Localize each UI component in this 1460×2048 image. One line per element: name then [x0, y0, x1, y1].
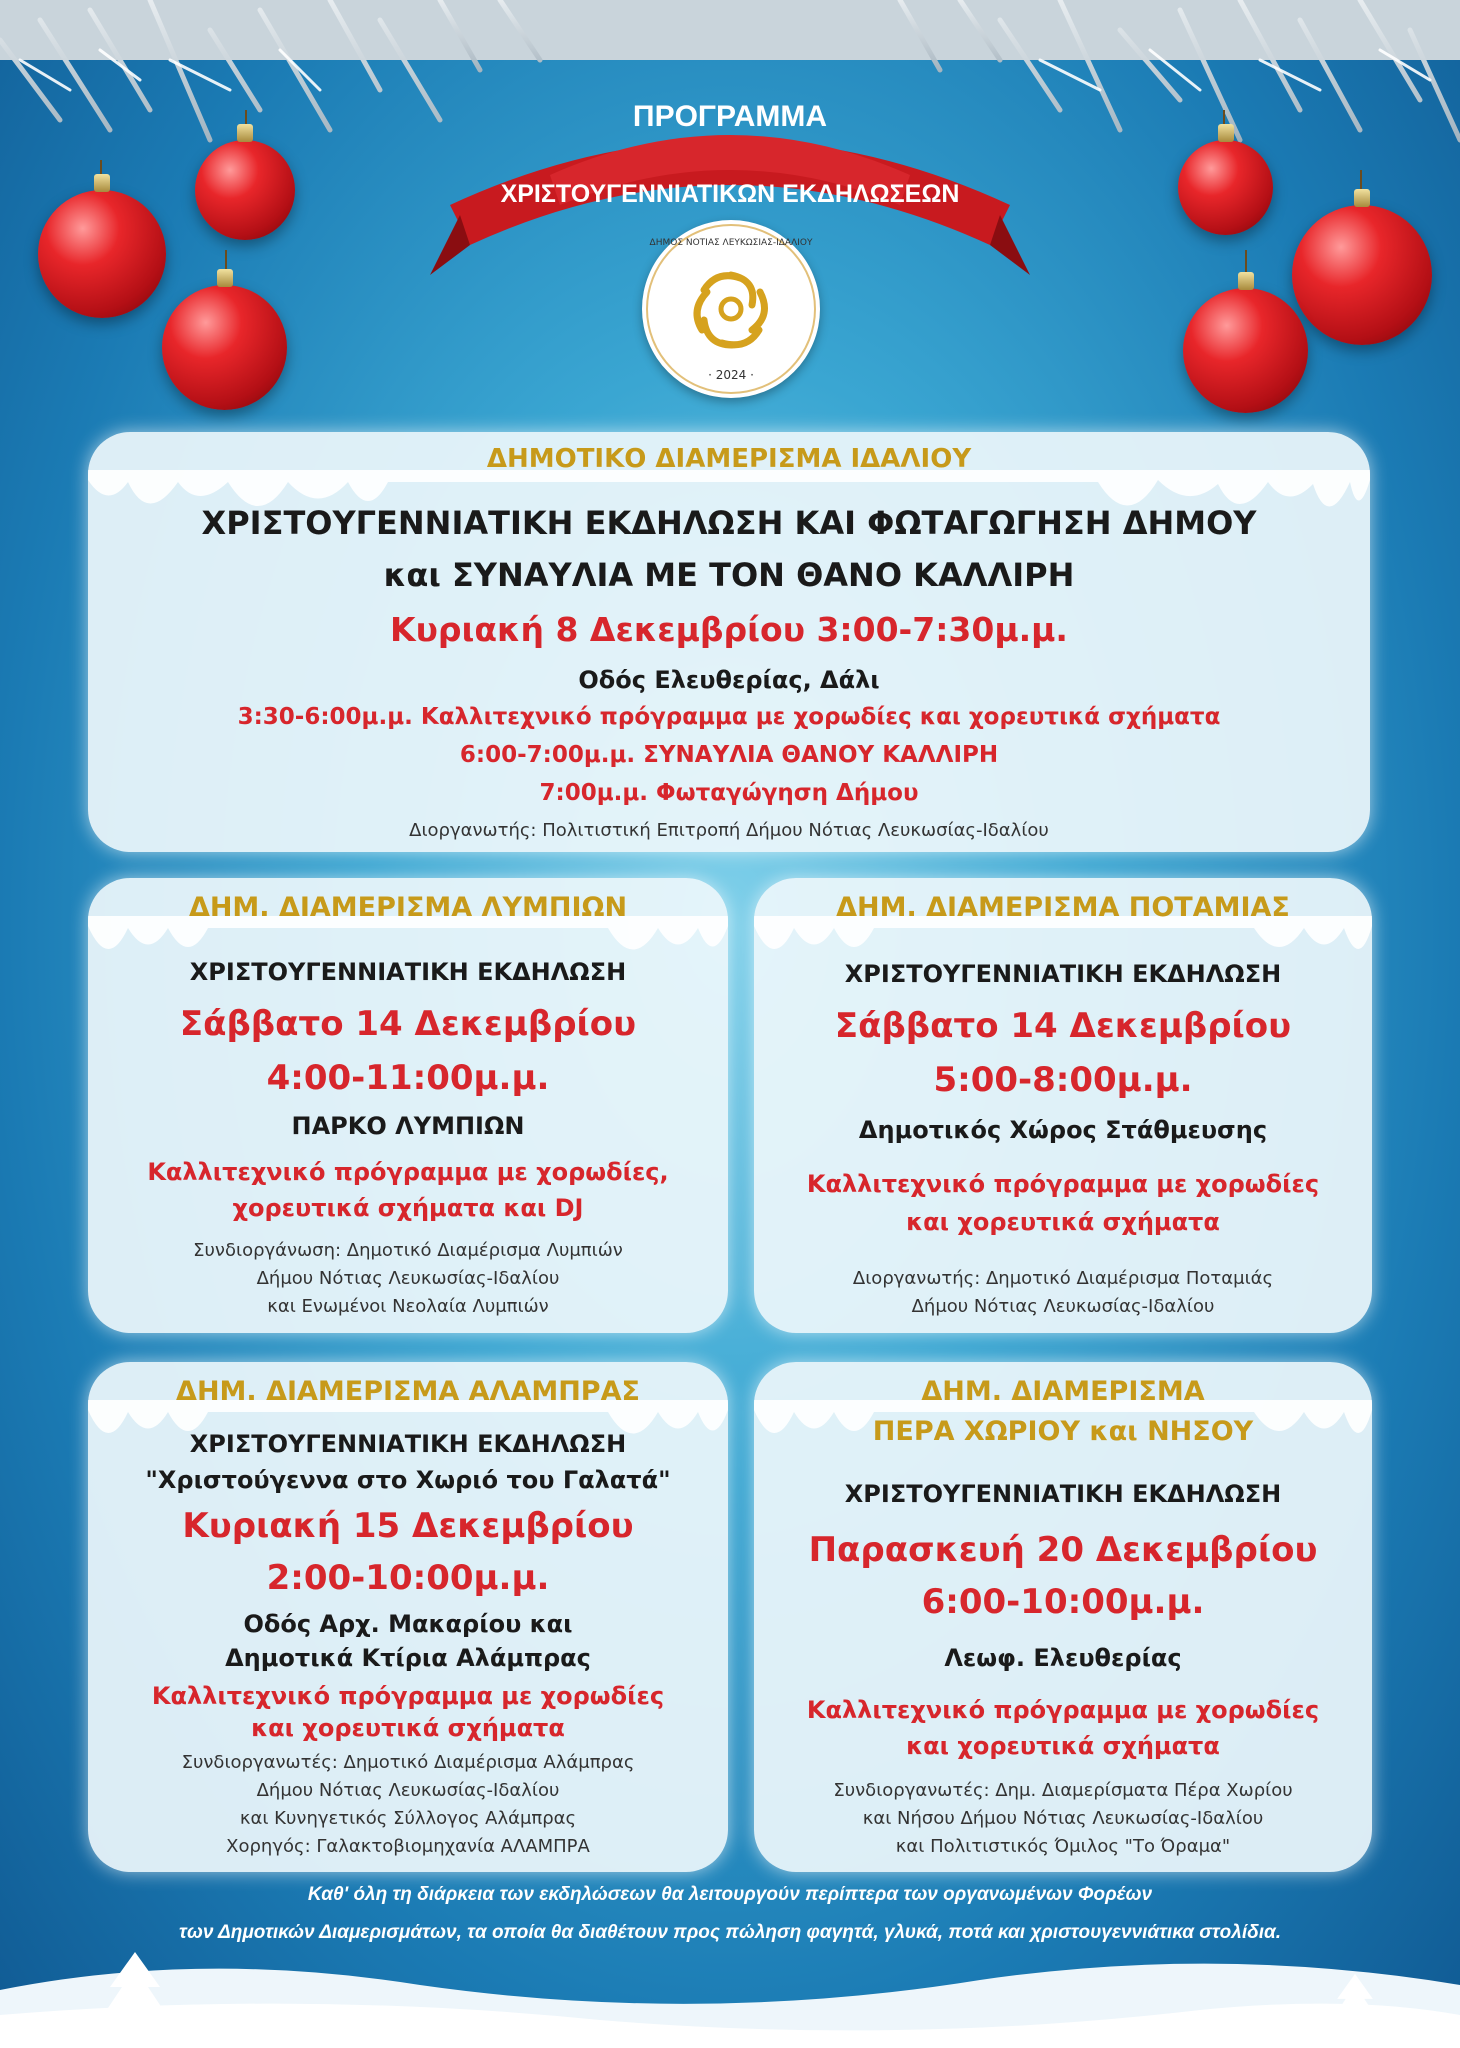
district-title: ΔΗΜ. ΔΙΑΜΕΡΙΣΜΑ ΛΥΜΠΙΩΝ [188, 892, 628, 923]
event-date: Σάββατο 14 Δεκεμβρίου [179, 1004, 637, 1044]
district-title: ΔΗΜ. ΔΙΑΜΕΡΙΣΜΑ [921, 1376, 1205, 1407]
event-organizer-2: και Νήσου Δήμου Νότιας Λευκωσίας-Ιδαλίου [862, 1808, 1264, 1829]
event-location: Δημοτικός Χώρος Στάθμευσης [858, 1116, 1268, 1144]
event-organizer-2: Δήμου Νότιας Λευκωσίας-Ιδαλίου [256, 1780, 560, 1801]
ornament-red-3 [162, 285, 287, 410]
card-potamia [754, 878, 1372, 1333]
event-program-1: Καλλιτεχνικό πρόγραμμα με χορωδίες, [147, 1158, 669, 1186]
event-organizer-3: και Κυνηγετικός Σύλλογος Αλάμπρας [239, 1808, 577, 1829]
event-location-2: Δημοτικά Κτίρια Αλάμπρας [225, 1644, 591, 1672]
ornament-red-1 [38, 190, 166, 318]
ornament-red-4 [1178, 140, 1273, 235]
event-program-1: Καλλιτεχνικό πρόγραμμα με χορωδίες [806, 1696, 1320, 1724]
event-time: 6:00-10:00μ.μ. [921, 1582, 1205, 1622]
district-title-2: ΠΕΡΑ ΧΩΡΙΟΥ και ΝΗΣΟΥ [872, 1416, 1254, 1447]
event-organizer-3: και Πολιτιστικός Όμιλος "Το Όραμα" [895, 1836, 1231, 1857]
event-time: 4:00-11:00μ.μ. [266, 1058, 550, 1098]
event-title: ΧΡΙΣΤΟΥΓΕΝΝΙΑΤΙΚΗ ΕΚΔΗΛΩΣΗ [189, 1430, 627, 1458]
district-title: ΔΗΜΟΤΙΚΟ ΔΙΑΜΕΡΙΣΜΑ ΙΔΑΛΙΟΥ [486, 444, 972, 474]
card-alampra [88, 1362, 728, 1872]
logo-year: · 2024 · [708, 368, 754, 382]
event-program-3: 7:00μ.μ. Φωταγώγηση Δήμου [539, 780, 919, 806]
municipality-logo [642, 220, 820, 398]
ornament-red-5 [1292, 205, 1432, 345]
event-title: ΧΡΙΣΤΟΥΓΕΝΝΙΑΤΙΚΗ ΕΚΔΗΛΩΣΗ [844, 1480, 1282, 1508]
logo-text: ΔΗΜΟΣ ΝΟΤΙΑΣ ΛΕΥΚΩΣΙΑΣ-ΙΔΑΛΙΟΥ [649, 238, 813, 248]
district-title: ΔΗΜ. ΔΙΑΜΕΡΙΣΜΑ ΠΟΤΑΜΙΑΣ [836, 892, 1290, 923]
event-organizer-2: Δήμου Νότιας Λευκωσίας-Ιδαλίου [256, 1268, 560, 1289]
event-date: Κυριακή 15 Δεκεμβρίου [182, 1506, 634, 1546]
event-program-2: και χορευτικά σχήματα [906, 1208, 1220, 1236]
event-time: 2:00-10:00μ.μ. [266, 1558, 550, 1598]
event-program-2: και χορευτικά σχήματα [906, 1732, 1220, 1760]
event-program-2: 6:00-7:00μ.μ. ΣΥΝΑΥΛΙΑ ΘΑΝΟΥ ΚΑΛΛΙΡΗ [459, 742, 999, 768]
event-location: Οδός Ελευθερίας, Δάλι [578, 666, 880, 694]
event-program-1: Καλλιτεχνικό πρόγραμμα με χορωδίες [151, 1682, 665, 1710]
ribbon-subtitle: ΧΡΙΣΤΟΥΓΕΝΝΙΑΤΙΚΩΝ ΕΚΔΗΛΩΣΕΩΝ [500, 180, 960, 208]
snow-tree-icon [100, 1952, 170, 2042]
event-time: 5:00-8:00μ.μ. [933, 1060, 1193, 1100]
event-organizer: Διοργανωτής: Πολιτιστική Επιτροπή Δήμου Νότιας Λευκωσίας-Ιδαλίου [409, 820, 1049, 841]
event-title: ΧΡΙΣΤΟΥΓΕΝΝΙΑΤΙΚΗ ΕΚΔΗΛΩΣΗ [844, 960, 1282, 988]
event-organizer-1: Συνδιοργάνωση: Δημοτικό Διαμέρισμα Λυμπιών [193, 1240, 623, 1261]
card-idalion [88, 432, 1370, 852]
event-organizer-3: και Ενωμένοι Νεολαία Λυμπιών [267, 1296, 549, 1317]
event-organizer-1: Συνδιοργανωτές: Δημ. Διαμερίσματα Πέρα Χωρίου [833, 1780, 1293, 1801]
footer-note-1: Καθ' όλη τη διάρκεια των εκδηλώσεων θα λειτουργούν περίπτερα των οργανωμένων Φορέων [307, 1884, 1153, 1905]
event-title: ΧΡΙΣΤΟΥΓΕΝΝΙΑΤΙΚΗ ΕΚΔΗΛΩΣΗ [189, 958, 627, 986]
event-sponsor: Χορηγός: Γαλακτοβιομηχανία ΑΛΑΜΠΡΑ [226, 1836, 590, 1857]
event-date: Παρασκευή 20 Δεκεμβρίου [808, 1530, 1318, 1570]
ornament-red-6 [1183, 288, 1308, 413]
event-subtitle: "Χριστούγεννα στο Χωριό του Γαλατά" [145, 1466, 671, 1494]
snow-ground-decoration [0, 1930, 1460, 2048]
ornament-red-2 [195, 140, 295, 240]
event-location: ΠΑΡΚΟ ΛΥΜΠΙΩΝ [291, 1112, 525, 1140]
event-program-2: και χορευτικά σχήματα [251, 1714, 565, 1742]
event-date: Κυριακή 8 Δεκεμβρίου 3:00-7:30μ.μ. [390, 610, 1068, 649]
card-lympia [88, 878, 728, 1333]
event-date: Σάββατο 14 Δεκεμβρίου [834, 1006, 1292, 1046]
event-organizer-1: Συνδιοργανωτές: Δημοτικό Διαμέρισμα Αλάμπρας [181, 1752, 635, 1773]
card-pera-nisou [754, 1362, 1372, 1872]
event-program-1: Καλλιτεχνικό πρόγραμμα με χορωδίες [806, 1170, 1320, 1198]
event-organizer-2: Δήμου Νότιας Λευκωσίας-Ιδαλίου [911, 1296, 1215, 1317]
event-program-2: χορευτικά σχήματα και DJ [232, 1194, 584, 1222]
event-title-concert: και ΣΥΝΑΥΛΙΑ ΜΕ ΤΟΝ ΘΑΝΟ ΚΑΛΛΙΡΗ [383, 556, 1075, 594]
event-location-1: Οδός Αρχ. Μακαρίου και [243, 1610, 573, 1638]
event-organizer-1: Διοργανωτής: Δημοτικό Διαμέρισμα Ποταμιάς [852, 1268, 1274, 1289]
district-title: ΔΗΜ. ΔΙΑΜΕΡΙΣΜΑ ΑΛΑΜΠΡΑΣ [176, 1376, 640, 1407]
event-location: Λεωφ. Ελευθερίας [944, 1644, 1182, 1672]
event-title: ΧΡΙΣΤΟΥΓΕΝΝΙΑΤΙΚΗ ΕΚΔΗΛΩΣΗ ΚΑΙ ΦΩΤΑΓΩΓΗΣΗ ΔΗΜΟΥ [201, 504, 1257, 542]
event-program-1: 3:30-6:00μ.μ. Καλλιτεχνικό πρόγραμμα με χορωδίες και χορευτικά σχήματα [237, 704, 1221, 730]
snow-tree-icon [1330, 1972, 1380, 2040]
footer-note-2: των Δημοτικών Διαμερισμάτων, τα οποία θα διαθέτουν προς πώληση φαγητά, γλυκά, ποτά και χριστουγεννιάτικα στολίδια. [178, 1922, 1282, 1943]
ribbon-title: ΠΡΟΓΡΑΜΜΑ [632, 100, 828, 133]
